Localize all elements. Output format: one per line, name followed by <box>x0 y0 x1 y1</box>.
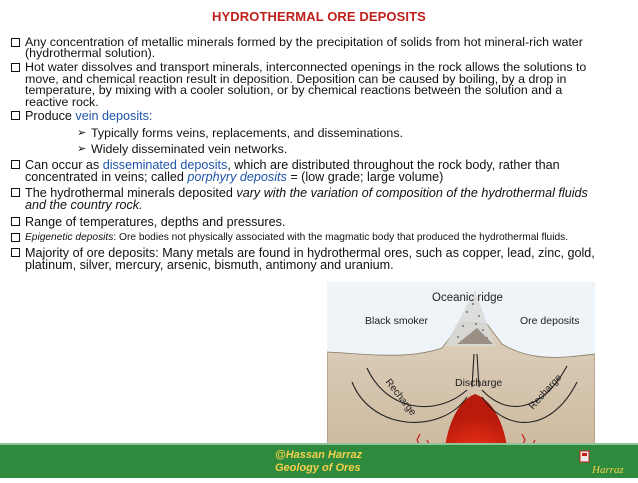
page-title: HYDROTHERMAL ORE DEPOSITS <box>212 9 426 24</box>
bullet-2 <box>11 62 609 108</box>
bullet-5-italic: vary with the variation of composition of the hydrothermal fluids and the country rock. <box>25 186 588 213</box>
epigenetic-deposits-term: Epigenetic deposits <box>25 232 114 244</box>
bullet-3 <box>11 110 609 122</box>
sub-bullet-1 <box>11 127 609 139</box>
bullet-4-mid: , which are distributed throughout the rock body, rather than concentrated in veins; called <box>25 157 560 184</box>
checkbox-bullet-icon <box>11 63 20 72</box>
arrow-bullet-icon: ➢ <box>77 126 87 139</box>
logo-icon <box>578 445 638 478</box>
bullet-7 <box>11 232 609 244</box>
porphyry-deposits-term: porphyry deposits <box>187 169 287 184</box>
bullet-8-text: Majority of ore deposits: Many metals are found in hydrothermal ores, such as copper, lead, zinc, gold, platinum, silver, mercury, arsenic, bismuth, antimony and uranium. <box>25 245 595 272</box>
footer-author: @Hassan Harraz <box>275 449 363 461</box>
arrow-bullet-icon: ➢ <box>77 142 87 155</box>
sub-bullet-2-text: Widely disseminated vein networks. <box>91 141 288 156</box>
checkbox-bullet-icon <box>11 217 20 226</box>
bullet-4 <box>11 159 609 183</box>
checkbox-bullet-icon <box>11 160 20 169</box>
bullet-2-text: Hot water dissolves and transport minerals, interconnected openings in the rock allows the solutions to move, and chemical reaction result in deposition. Deposition can be caused by boiling, by a drop in temperature, by mixing with a cooler solution, or by chemical reactions between the solution and a reactive rock. <box>25 60 587 109</box>
bullet-5 <box>11 187 609 211</box>
hydrothermal-circulation-diagram <box>327 282 595 464</box>
sub-bullet-1-text: Typically forms veins, replacements, and disseminations. <box>91 125 403 140</box>
label-black-smoker: Black smoker <box>365 315 429 327</box>
logo-emblem <box>580 451 589 462</box>
bullet-list <box>11 37 609 275</box>
checkbox-bullet-icon <box>11 248 20 257</box>
bullet-8 <box>11 247 609 271</box>
bullet-4-prefix: Can occur as <box>25 157 103 172</box>
bullet-7-rest: : Ore bodies not physically associated with the magmatic body that produced the hydrothermal fluids. <box>113 232 569 244</box>
label-recharge-right: Recharge <box>527 372 565 413</box>
bullet-6-text: Range of temperatures, depths and pressures. <box>25 214 286 229</box>
disseminated-deposits-term: disseminated deposits <box>102 157 228 172</box>
label-discharge: Discharge <box>455 377 503 389</box>
diagram-svg <box>327 282 595 464</box>
bullet-6 <box>11 216 609 228</box>
bullet-5-prefix: The hydrothermal minerals deposited <box>25 186 237 201</box>
bullet-1 <box>11 37 609 60</box>
logo-text: Harraz <box>592 464 624 476</box>
harraz-logo <box>578 445 638 478</box>
checkbox-bullet-icon <box>11 233 20 242</box>
label-recharge-left: Recharge <box>382 377 418 419</box>
footer-credit <box>275 449 385 475</box>
label-ore-deposits: Ore deposits <box>520 315 580 327</box>
bullet-3-prefix: Produce <box>25 109 76 124</box>
bullet-4-suffix: = (low grade; large volume) <box>286 169 444 184</box>
sub-bullet-2 <box>11 143 609 155</box>
checkbox-bullet-icon <box>11 111 20 120</box>
footer-course: Geology of Ores <box>275 462 361 474</box>
checkbox-bullet-icon <box>11 38 20 47</box>
vein-deposits-term: vein deposits: <box>75 109 153 124</box>
checkbox-bullet-icon <box>11 188 20 197</box>
footer-divider <box>0 443 638 445</box>
label-oceanic-ridge: Oceanic ridge <box>432 292 503 304</box>
bullet-1-text: Any concentration of metallic minerals formed by the precipitation of solids from hot mineral-rich water (hydrothermal solution). <box>25 35 583 61</box>
